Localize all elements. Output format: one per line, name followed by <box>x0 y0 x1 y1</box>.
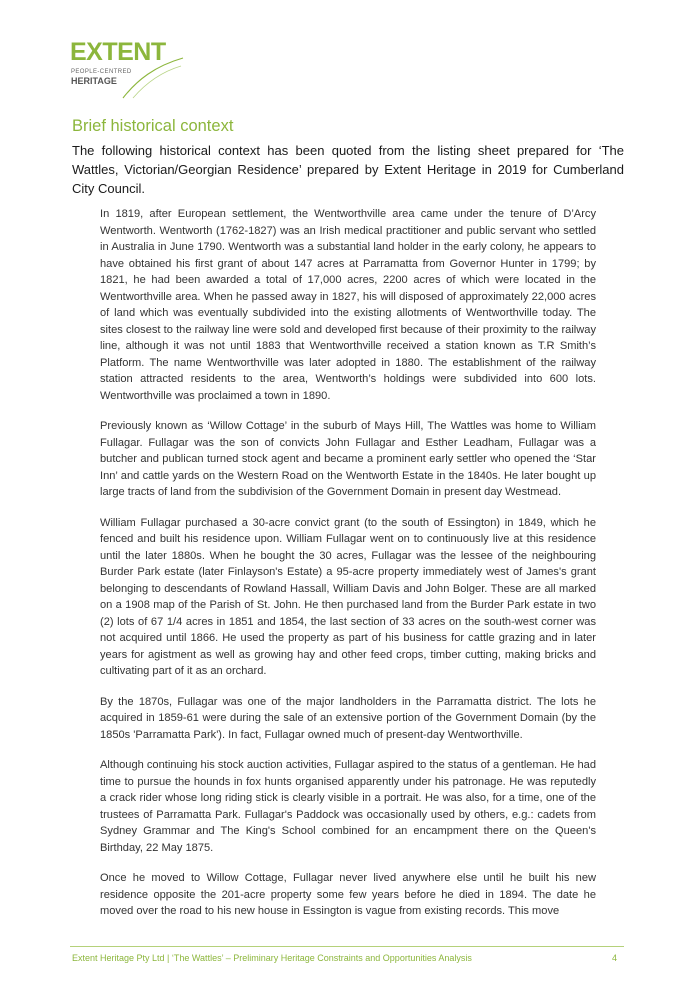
intro-paragraph: The following historical context has been quoted from the listing sheet prepared for ‘The Wattles, Victorian/Georgian Residence’ prepared by Extent Heritage in 2019 for Cumberland City Council. <box>72 143 624 196</box>
logo-tagline-bottom: HERITAGE <box>71 76 117 86</box>
logo-tagline-top: PEOPLE-CENTRED <box>71 69 132 75</box>
footer-divider <box>70 946 624 947</box>
quote-paragraph: In 1819, after European settlement, the Wentworthville area came under the tenure of D’Arcy Wentworth. Wentworth (1762-1827) was an Irish medical practitioner and public servant who settled in Australia in June 1790. Wentworth was a substantial land holder in the early colony, he appears to have obtained his first grant of about 147 acres at Parramatta from Governor Hunter in 1799; by 1821, he had been awarded a total of 17,000 acres, 2200 acres of which were located in the Wentworthville area. When he passed away in 1827, his will disposed of approximately 22,000 acres of land which was eventually subdivided into the existing allotments of Wentworthville today. The sites closest to the railway line were sold and developed first because of their proximity to the railway line, although it was not until 1883 that Wentworthville received a station known as T.R Smith’s Platform. The name Wentworthville was later adopted in 1880. The establishment of the railway station attracted residents to the area, Wentworth’s holdings were subdivided into 600 lots. Wentworthville was proclaimed a town in 1890. <box>100 208 596 402</box>
quote-paragraph: William Fullagar purchased a 30-acre convict grant (to the south of Essington) in 1849, which he fenced and built his residence upon. William Fullagar went on to continuously live at this residence until the later 1880s. When he bought the 30 acres, Fullagar was the lessee of the neighbouring Burder Park estate (later Finlayson's Estate) a 95-acre property immediately west of James's grant belonging to descendants of Rowland Hassall, William Davis and John Bolger. These are all marked on a 1908 map of the Parish of St. John. He then purchased land from the Burder Park estate in two (2) lots of 67 1/4 acres in 1851 and 1854, the last section of 33 acres on the south-west corner was not acquired until 1866. He used the property as part of his business for cattle grazing and in later years for agistment as well as growing hay and other feed crops, timber cutting, making bricks and cultivating part of it as an orchard. <box>100 516 596 677</box>
extent-heritage-logo <box>70 38 180 100</box>
quote-paragraph: By the 1870s, Fullagar was one of the major landholders in the Parramatta district. The lots he acquired in 1859-61 were during the sale of an extensive portion of the Government Domain (by the 1850s 'Parramatta Park'). In fact, Fullagar owned much of present-day Wentworthville. <box>100 695 596 741</box>
quote-paragraph: Once he moved to Willow Cottage, Fullagar never lived anywhere else until he built his new residence opposite the 201-acre property some few years before he died in 1894. The date he moved over the road to his new house in Essington is vague from existing records. This move <box>100 872 596 917</box>
logo-wordmark: EXTENT <box>70 38 166 66</box>
quote-paragraph: Previously known as ‘Willow Cottage’ in the suburb of Mays Hill, The Wattles was home to William Fullagar. Fullagar was the son of convicts John Fullagar and Esther Leadham, Fullagar was a butcher and publican turned stock agent and became a prominent early settler who opened the ‘Star Inn’ and cattle yards on the Western Road on the Wentworth Estate in the 1840s. He later bought up large tracts of land from the subdivision of the Government Domain in present day Westmead. <box>100 420 596 498</box>
page-number: 4 <box>612 953 618 963</box>
quoted-historical-context <box>100 206 596 934</box>
footer-text: Extent Heritage Pty Ltd | ‘The Wattles’ – Preliminary Heritage Constraints and Opportunities Analysis <box>72 953 472 963</box>
section-heading: Brief historical context <box>72 117 234 135</box>
quote-paragraph: Although continuing his stock auction activities, Fullagar aspired to the status of a gentleman. He had time to pursue the hounds in fox hunts organised apparently under his patronage. He was reputedly a crack rider whose long riding stick is clearly visible in a portrait. He was also, for a time, one of the trustees of Parramatta Park. Fullagar's Paddock was occasionally used by others, e.g.: cadets from Sydney Grammar and The King's School combined for an encampment there on the Queen's Birthday, 22 May 1875. <box>100 759 596 854</box>
